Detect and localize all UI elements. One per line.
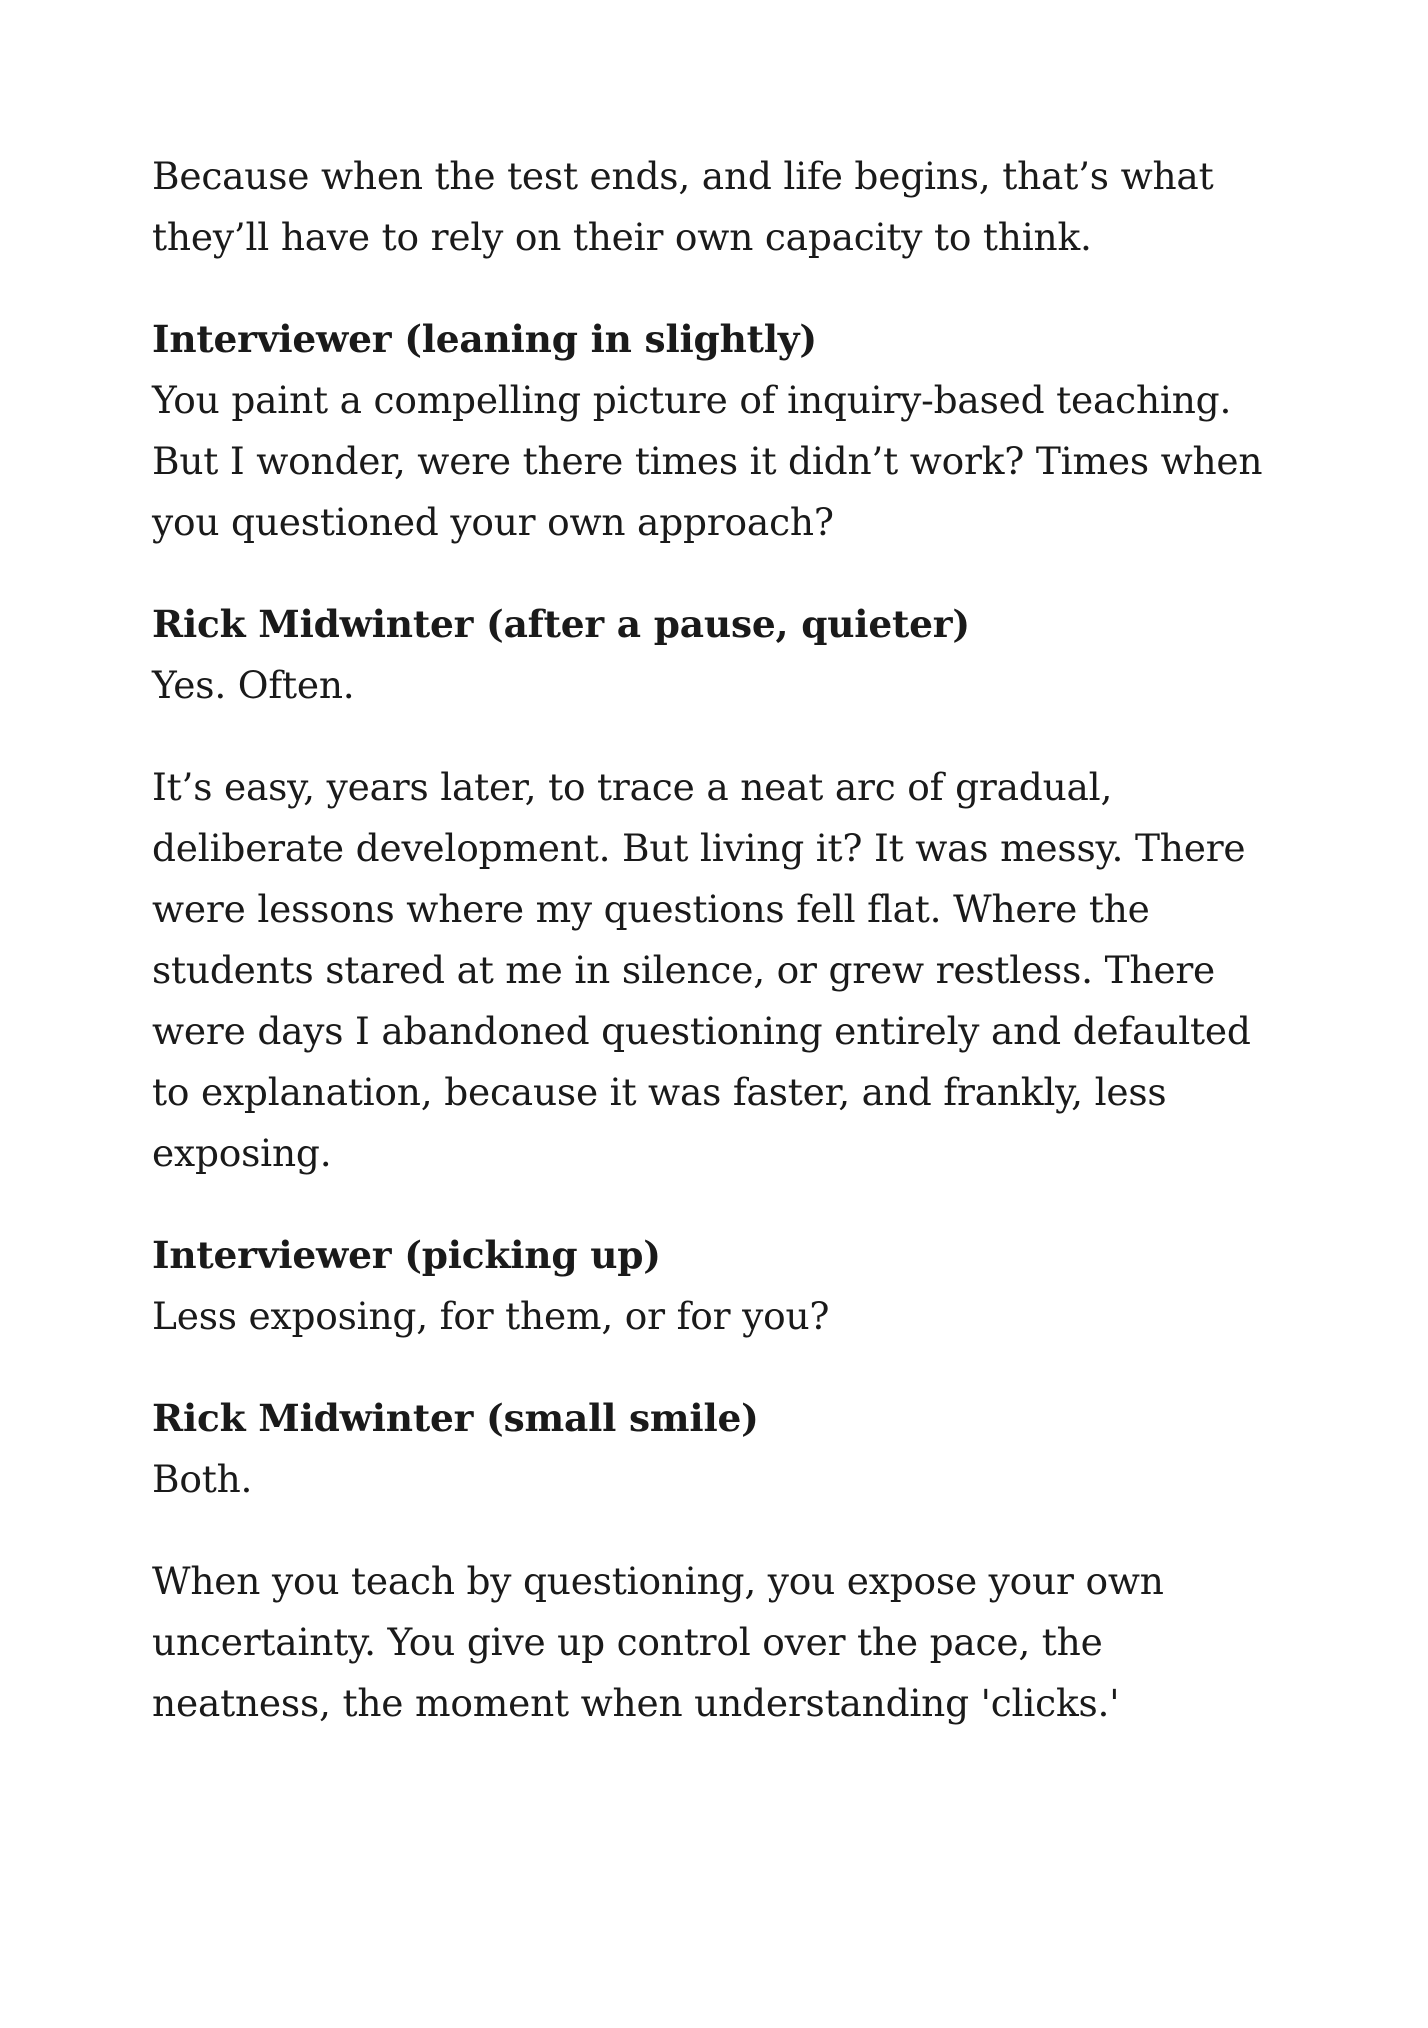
dialogue-block (152, 309, 1292, 553)
dialogue-block (152, 594, 1292, 716)
text-line: It’s easy, years later, to trace a neat arc of gradual, (152, 765, 1113, 809)
speaker-label: Interviewer (leaning in slightly) (152, 317, 817, 361)
text-line: When you teach by questioning, you expose your own (152, 1559, 1164, 1603)
paragraph (152, 1551, 1292, 1734)
text-line: neatness, the moment when understanding 'clicks.' (152, 1681, 1120, 1725)
text-line: Because when the test ends, and life begins, that’s what (152, 154, 1214, 198)
text-line: you questioned your own approach? (152, 500, 834, 544)
speaker-label: Rick Midwinter (small smile) (152, 1396, 759, 1440)
paragraph (152, 757, 1292, 1184)
text-line: Both. (152, 1457, 253, 1501)
text-line: were days I abandoned questioning entirely and defaulted (152, 1009, 1251, 1053)
text-line: were lessons where my questions fell flat. Where the (152, 887, 1150, 931)
text-line: to explanation, because it was faster, and frankly, less (152, 1070, 1167, 1114)
text-line: exposing. (152, 1131, 332, 1175)
text-line: uncertainty. You give up control over the pace, the (152, 1620, 1103, 1664)
dialogue-block (152, 1225, 1292, 1347)
text-line: But I wonder, were there times it didn’t work? Times when (152, 439, 1263, 483)
document-body (152, 146, 1292, 1775)
text-line: Less exposing, for them, or for you? (152, 1294, 830, 1338)
text-line: deliberate development. But living it? It was messy. There (152, 826, 1246, 870)
text-line: they’ll have to rely on their own capacity to think. (152, 215, 1092, 259)
text-line: You paint a compelling picture of inquiry-based teaching. (152, 378, 1232, 422)
speaker-label: Interviewer (picking up) (152, 1233, 661, 1277)
speaker-label: Rick Midwinter (after a pause, quieter) (152, 602, 970, 646)
text-line: students stared at me in silence, or grew restless. There (152, 948, 1216, 992)
dialogue-block (152, 1388, 1292, 1510)
paragraph (152, 146, 1292, 268)
text-line: Yes. Often. (152, 663, 355, 707)
